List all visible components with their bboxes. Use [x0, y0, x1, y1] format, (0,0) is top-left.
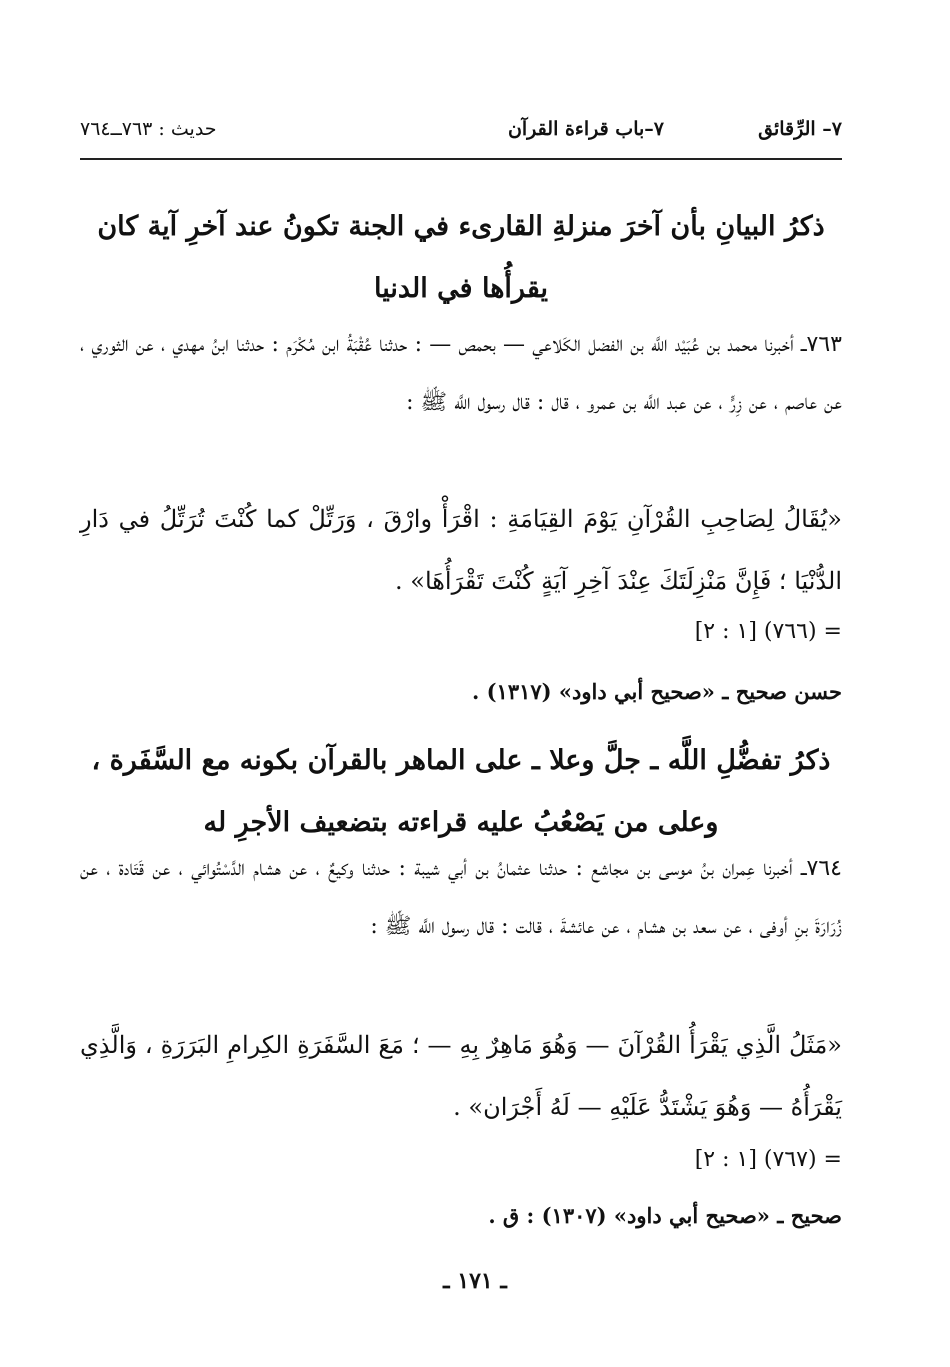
entry-2-matn: «مَثَلُ الَّذِي يَقْرَأُ القُرْآنَ — وَهُوَ مَاهِرٌ بِهِ — ؛ مَعَ السَّفَرَةِ الكِرامِ البَرَرَةِ ، وَالَّذِي يَقْرَأُهُ — وَهُوَ يَشْتَدُّ عَلَيْهِ — لَهُ أَجْرَان» .	[80, 1031, 842, 1121]
hadith-range: حديث : ٧٦٣ــ٧٦٤	[80, 118, 217, 140]
entry-1-matn: «يُقَالُ لِصَاحِبِ القُرْآنِ يَوْمَ القِيَامَةِ : اقْرَأْ وارْقَ ، وَرَتِّلْ كما كُنْتَ تُرَتِّلُ في دَارِ الدُّنْيَا ؛ فَإِنَّ مَنْزِلَتَكَ عِنْدَ آخِرِ آيَةٍ كُنْتَ تَقْرَأُهَا» .	[80, 505, 842, 595]
section-title: ٧–باب قراءة القرآن	[507, 118, 664, 140]
entry-1-reference: = (٧٦٦) [١ : ٢]	[694, 619, 842, 644]
entry-2-isnad: ٧٦٤ــ أخبرنا عِمران بنُ موسى بن مجاشع : حدثنا عثمانُ بن أبي شيبة : حدثنا وكيعٌ ، عن هشام الدَّسْتُوائي ، عن قَتَادة ، عن زُرَارَةَ بنِ أوفى ، عن سعد بن هشام ، عن عائشةَ ، قالت : قال رسول اللَّه ﷺ :	[80, 856, 842, 939]
entry-2-grade: صحيح ـ «صحيح أبي داود» (١٣٠٧) : ق .	[488, 1203, 842, 1228]
page-number: ـ ١٧١ ـ	[443, 1268, 507, 1294]
header-rule	[80, 158, 842, 160]
running-header	[80, 118, 842, 158]
chapter-title: ٧– الرِّقائق	[758, 118, 842, 140]
entry-1-grade: حسن صحيح ـ «صحيح أبي داود» (١٣١٧) .	[471, 679, 842, 704]
entry-1-heading: ذكرُ البيانِ بأن آخرَ منزلةِ القارىء في الجنة تكونُ عند آخرِ آية كان يقرأُها في الدنيا	[97, 211, 825, 304]
entry-2-heading: ذكرُ تفضُّلِ اللَّه ـ جلَّ وعلا ـ على الماهر بالقرآن بكونه مع السَّفَرة ، وعلى من يَصْعُبُ عليه قراءته بتضعيف الأجرِ له	[91, 745, 831, 838]
entry-1-isnad: ٧٦٣ــ أخبرنا محمد بن عُبَيْد اللَّه بن الفضل الكَلاعي — بحمص — : حدثنا عُقْبَةُ ابن مُكْرَم : حدثنا ابنُ مهدي ، عن الثوري ، عن عاصم ، عن زِرٍّ ، عن عبد اللَّه بن عمرو ، قال : قال رسول اللَّه ﷺ :	[80, 332, 842, 415]
entry-2-reference: = (٧٦٧) [١ : ٢]	[694, 1147, 842, 1172]
